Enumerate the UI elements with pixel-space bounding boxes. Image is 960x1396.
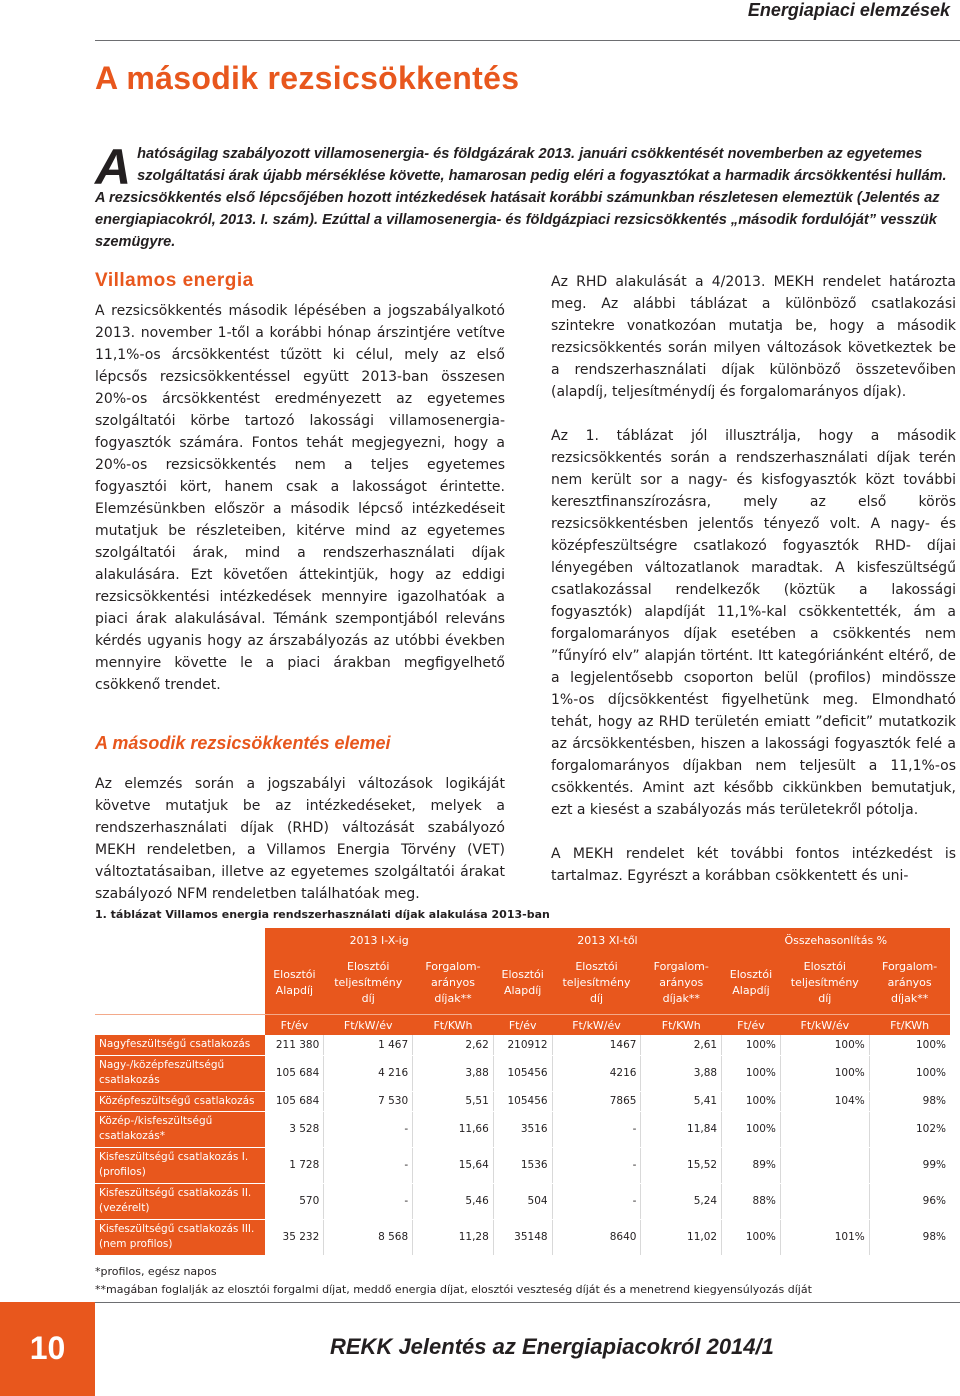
table-cell — [780, 1111, 869, 1147]
table-cell: 3516 — [493, 1111, 552, 1147]
table-group-header — [95, 928, 950, 952]
table-cell: 105456 — [493, 1091, 552, 1111]
page-number: 10 — [29, 1329, 66, 1366]
row-label: Nagy-/középfeszültségű csatlakozás — [95, 1055, 265, 1091]
table-cell: 105 684 — [265, 1055, 324, 1091]
table-row — [95, 1219, 950, 1255]
row-label: Nagyfeszültségű csatlakozás — [95, 1035, 265, 1055]
table-cell: 100% — [780, 1055, 869, 1091]
group-header: 2013 XI-től — [493, 928, 721, 952]
right-paragraph-1: Az RHD alakulását a 4/2013. MEKH rendelet határozta meg. Az alábbi táblázat a különböző csatlakozási szintekre vonatkozóan mutatja be, hogy a második rezsicsökkentés során milyen változások következtek be a rendszerhasználati díjak különböző összetevőiben (alapdíj, teljesítménydíj és forgalomarányos díjak). — [551, 274, 956, 400]
table-cell: 35148 — [493, 1219, 552, 1255]
unit-header: Ft/KWh — [413, 1015, 494, 1036]
table-row — [95, 1183, 950, 1219]
column-header: Forgalom-arányos díjak** — [641, 952, 722, 1015]
page-title: A második rezsicsökkentés — [95, 60, 520, 96]
table-body — [95, 1035, 950, 1255]
footnote: **magában foglalják az elosztói forgalmi díjat, meddő energia díjat, elosztói veszteség díját és a menetrend kiegyensúlyozás díját — [95, 1283, 812, 1296]
rhd-table — [95, 928, 950, 1256]
table-cell: 210912 — [493, 1035, 552, 1055]
table-cell: 100% — [722, 1035, 781, 1055]
table-cell: 102% — [869, 1111, 950, 1147]
column-header: Elosztói teljesítmény díj — [324, 952, 413, 1015]
column-header: Elosztói Alapdíj — [493, 952, 552, 1015]
unit-header: Ft/év — [265, 1015, 324, 1036]
table-cell: 98% — [869, 1091, 950, 1111]
unit-header: Ft/kW/év — [780, 1015, 869, 1036]
table-cell: 15,64 — [413, 1147, 494, 1183]
unit-header: Ft/KWh — [869, 1015, 950, 1036]
table-cell: 11,66 — [413, 1111, 494, 1147]
row-label: Közép-/kisfeszültségű csatlakozás* — [95, 1111, 265, 1147]
table-cell: 211 380 — [265, 1035, 324, 1055]
table-row — [95, 1147, 950, 1183]
table-cell: 98% — [869, 1219, 950, 1255]
table-row — [95, 1055, 950, 1091]
table-cell — [780, 1183, 869, 1219]
table-cell: 11,02 — [641, 1219, 722, 1255]
table-cell: 1 728 — [265, 1147, 324, 1183]
group-header: 2013 I-X-ig — [265, 928, 493, 952]
table-cell: 100% — [869, 1055, 950, 1091]
unit-header: Ft/KWh — [641, 1015, 722, 1036]
table-cell: 8 568 — [324, 1219, 413, 1255]
table-row — [95, 1091, 950, 1111]
table-cell: - — [324, 1111, 413, 1147]
row-label: Középfeszültségű csatlakozás — [95, 1091, 265, 1111]
column-header: Elosztói teljesítmény díj — [780, 952, 869, 1015]
table-caption: 1. táblázat Villamos energia rendszerhasználati díjak alakulása 2013-ban — [95, 908, 550, 921]
row-label: Kisfeszültségű csatlakozás III. (nem profilos) — [95, 1219, 265, 1255]
right-paragraph-3: A MEKH rendelet két további fontos intézkedést is tartalmaz. Egyrészt a korábban csökkentett és uni- — [551, 846, 956, 884]
header-divider — [95, 40, 960, 41]
table-cell: 504 — [493, 1183, 552, 1219]
column-header: Forgalom-arányos díjak** — [869, 952, 950, 1015]
footnote: *profilos, egész napos — [95, 1265, 217, 1278]
table-cell: - — [552, 1183, 641, 1219]
unit-header: Ft/év — [493, 1015, 552, 1036]
table-cell: 5,41 — [641, 1091, 722, 1111]
table-cell: 89% — [722, 1147, 781, 1183]
row-label: Kisfeszültségű csatlakozás I. (profilos) — [95, 1147, 265, 1183]
table-cell: 100% — [869, 1035, 950, 1055]
table-cell: - — [324, 1183, 413, 1219]
unit-header: Ft/év — [722, 1015, 781, 1036]
table-cell: - — [324, 1147, 413, 1183]
group-header: Összehasonlítás % — [722, 928, 950, 952]
table-cell: 1 467 — [324, 1035, 413, 1055]
table-cell: 101% — [780, 1219, 869, 1255]
table-cell: 4216 — [552, 1055, 641, 1091]
column-header: Elosztói Alapdíj — [265, 952, 324, 1015]
table-cell: 3 528 — [265, 1111, 324, 1147]
table-cell: 105456 — [493, 1055, 552, 1091]
right-column — [551, 271, 956, 887]
table-cell: - — [552, 1111, 641, 1147]
table-cell: 100% — [780, 1035, 869, 1055]
table-cell: 100% — [722, 1091, 781, 1111]
table-footnotes — [95, 1263, 812, 1299]
right-paragraph-2: Az 1. táblázat jól illusztrálja, hogy a második rezsicsökkentés során a rendszerhasználati díjak terén nem került sor a nagy- és kisfogyasztók közt további keresztfinanszírozásra, mely az első körös rezsicsökkentésben jelentős tényező volt. A nagy- és középfeszültségre csatlakozó fogyasztók RHD- díjai lényegében változatlanok maradtak. A kisfeszültségű csatlakozással rendelkezők (köztük a lakossági fogyasztók) alapdíját 11,1%-kal csökkentették, ám a forgalomarányos díjak esetében a csökkentés nem ”fűnyíró elv” alapján történt. Itt kategóriánként eltérő, de a legjelentősebb csoporton belül (profilos) mindössze 1%-os díjcsökkentést figyelhetünk meg. Elmondható tehát, hogy az RHD területén emiatt ”deficit” mutatkozik az árcsökkentésben, hiszen a lakossági fogyasztók felé a forgalomarányos díjakban nem teljesült a 11,1%-os csökkentés. Amint azt később cikkünkben bemutatjuk, ezt a kiesést a szabályozás más területekről pótolja. — [551, 428, 956, 818]
section-header: Energiapiaci elemzések — [747, 0, 950, 20]
footer-divider — [95, 1302, 960, 1303]
page-number-box — [0, 1302, 95, 1396]
table-cell: 570 — [265, 1183, 324, 1219]
table-cell: 88% — [722, 1183, 781, 1219]
table-cell: 4 216 — [324, 1055, 413, 1091]
table-cell: 5,24 — [641, 1183, 722, 1219]
table-cell: 1536 — [493, 1147, 552, 1183]
intro-lead — [95, 139, 960, 253]
drop-cap: A — [95, 139, 132, 195]
table-cell: 96% — [869, 1183, 950, 1219]
table-cell: 35 232 — [265, 1219, 324, 1255]
table-cell: 11,84 — [641, 1111, 722, 1147]
publication-title: REKK Jelentés az Energiapiacokról 2014/1 — [330, 1334, 774, 1359]
table-cell: 100% — [722, 1111, 781, 1147]
unit-header: Ft/kW/év — [552, 1015, 641, 1036]
table-cell: 8640 — [552, 1219, 641, 1255]
left-column-lower — [95, 773, 505, 905]
column-header: Elosztói teljesítmény díj — [552, 952, 641, 1015]
table-cell: 3,88 — [413, 1055, 494, 1091]
table-cell: 2,62 — [413, 1035, 494, 1055]
section2-paragraph: Az elemzés során a jogszabályi változások logikáját követve mutatjuk be az intézkedéseket, melyek a rendszerhasználati díjak (RHD) változását szabályozó MEKH rendeletben, a Villamos Energia Törvény (VET) változtatásaiban, illetve az egyetemes szolgáltatói árakat szabályozó NFM rendeletben találhatóak meg. — [95, 776, 505, 902]
section-heading-elemei: A második rezsicsökkentés elemei — [95, 733, 391, 753]
unit-header: Ft/kW/év — [324, 1015, 413, 1036]
table-cell: 3,88 — [641, 1055, 722, 1091]
table-row — [95, 1111, 950, 1147]
section-heading-villamos-energia: Villamos energia — [95, 270, 254, 291]
table-cell: 11,28 — [413, 1219, 494, 1255]
column-header: Elosztói Alapdíj — [722, 952, 781, 1015]
table-cell: 105 684 — [265, 1091, 324, 1111]
table-cell: 7865 — [552, 1091, 641, 1111]
row-label: Kisfeszültségű csatlakozás II. (vezérelt) — [95, 1183, 265, 1219]
table-cell: 7 530 — [324, 1091, 413, 1111]
table-row — [95, 1035, 950, 1055]
table-unit-header — [95, 1015, 950, 1036]
left-column — [95, 300, 505, 696]
column-header: Forgalom-arányos díjak** — [413, 952, 494, 1015]
table-cell: 100% — [722, 1219, 781, 1255]
table-cell: 1467 — [552, 1035, 641, 1055]
table-cell: 2,61 — [641, 1035, 722, 1055]
table-cell: 100% — [722, 1055, 781, 1091]
intro-text: hatóságilag szabályozott villamosenergia- és földgázárak 2013. januári csökkentését novemberben az egyetemes szolgáltatási árak újabb mérséklése követte, hamarosan pedig eléri a fogyasztókat a harmadik árcsökkentési hullám. A rezsicsökkentés első lépcsőjében hozott intézkedések hatásait korábbi számunkban részletesen elemeztük (Jelentés az energiapiacokról, 2013. I. szám). Ezúttal a villamosenergia- és földgázpiaci rezsicsökkentés „második fordulóját” vesszük szemügyre. — [95, 146, 947, 250]
table-cell: 15,52 — [641, 1147, 722, 1183]
section1-paragraph: A rezsicsökkentés második lépésében a jogszabályalkotó 2013. november 1-től a korábbi hónap árszintjére vetítve 11,1%-os árcsökkentést tűzött ki célul, mely az első lépcsős rezsicsökkentéssel együtt 2013-ban összesen 20%-os árcsökkentést eredményezett az egyetemes szolgáltatói körbe tartozó lakossági villamosenergia-fogyasztók számára. Fontos tehát megjegyezni, hogy a 20%-os rezsicsökkentés nem a teljes egyetemes fogyasztói kört, hanem csak a lakosságot érintette. Elemzésünkben először a második lépcső intézkedéseit mutatjuk be részleteiben, kitérve mind az egyetemes szolgáltatói árak, mind a rendszerhasználati díjak alakulására. Ezt követően áttekintjük, hogy az eddigi rezsicsökkentési intézkedések mennyire igazolhatóak a piaci árak alakulásával. Témánk szempontjából releváns kérdés ugyanis hogy az árszabályozás az utóbbi években mennyire követte le a piaci árakban megfigyelhető csökkenő trendet. — [95, 303, 505, 693]
table-cell: 104% — [780, 1091, 869, 1111]
table-cell: 5,46 — [413, 1183, 494, 1219]
table-cell — [780, 1147, 869, 1183]
table-cell: - — [552, 1147, 641, 1183]
table-cell: 99% — [869, 1147, 950, 1183]
table-column-header — [95, 952, 950, 1015]
table-cell: 5,51 — [413, 1091, 494, 1111]
